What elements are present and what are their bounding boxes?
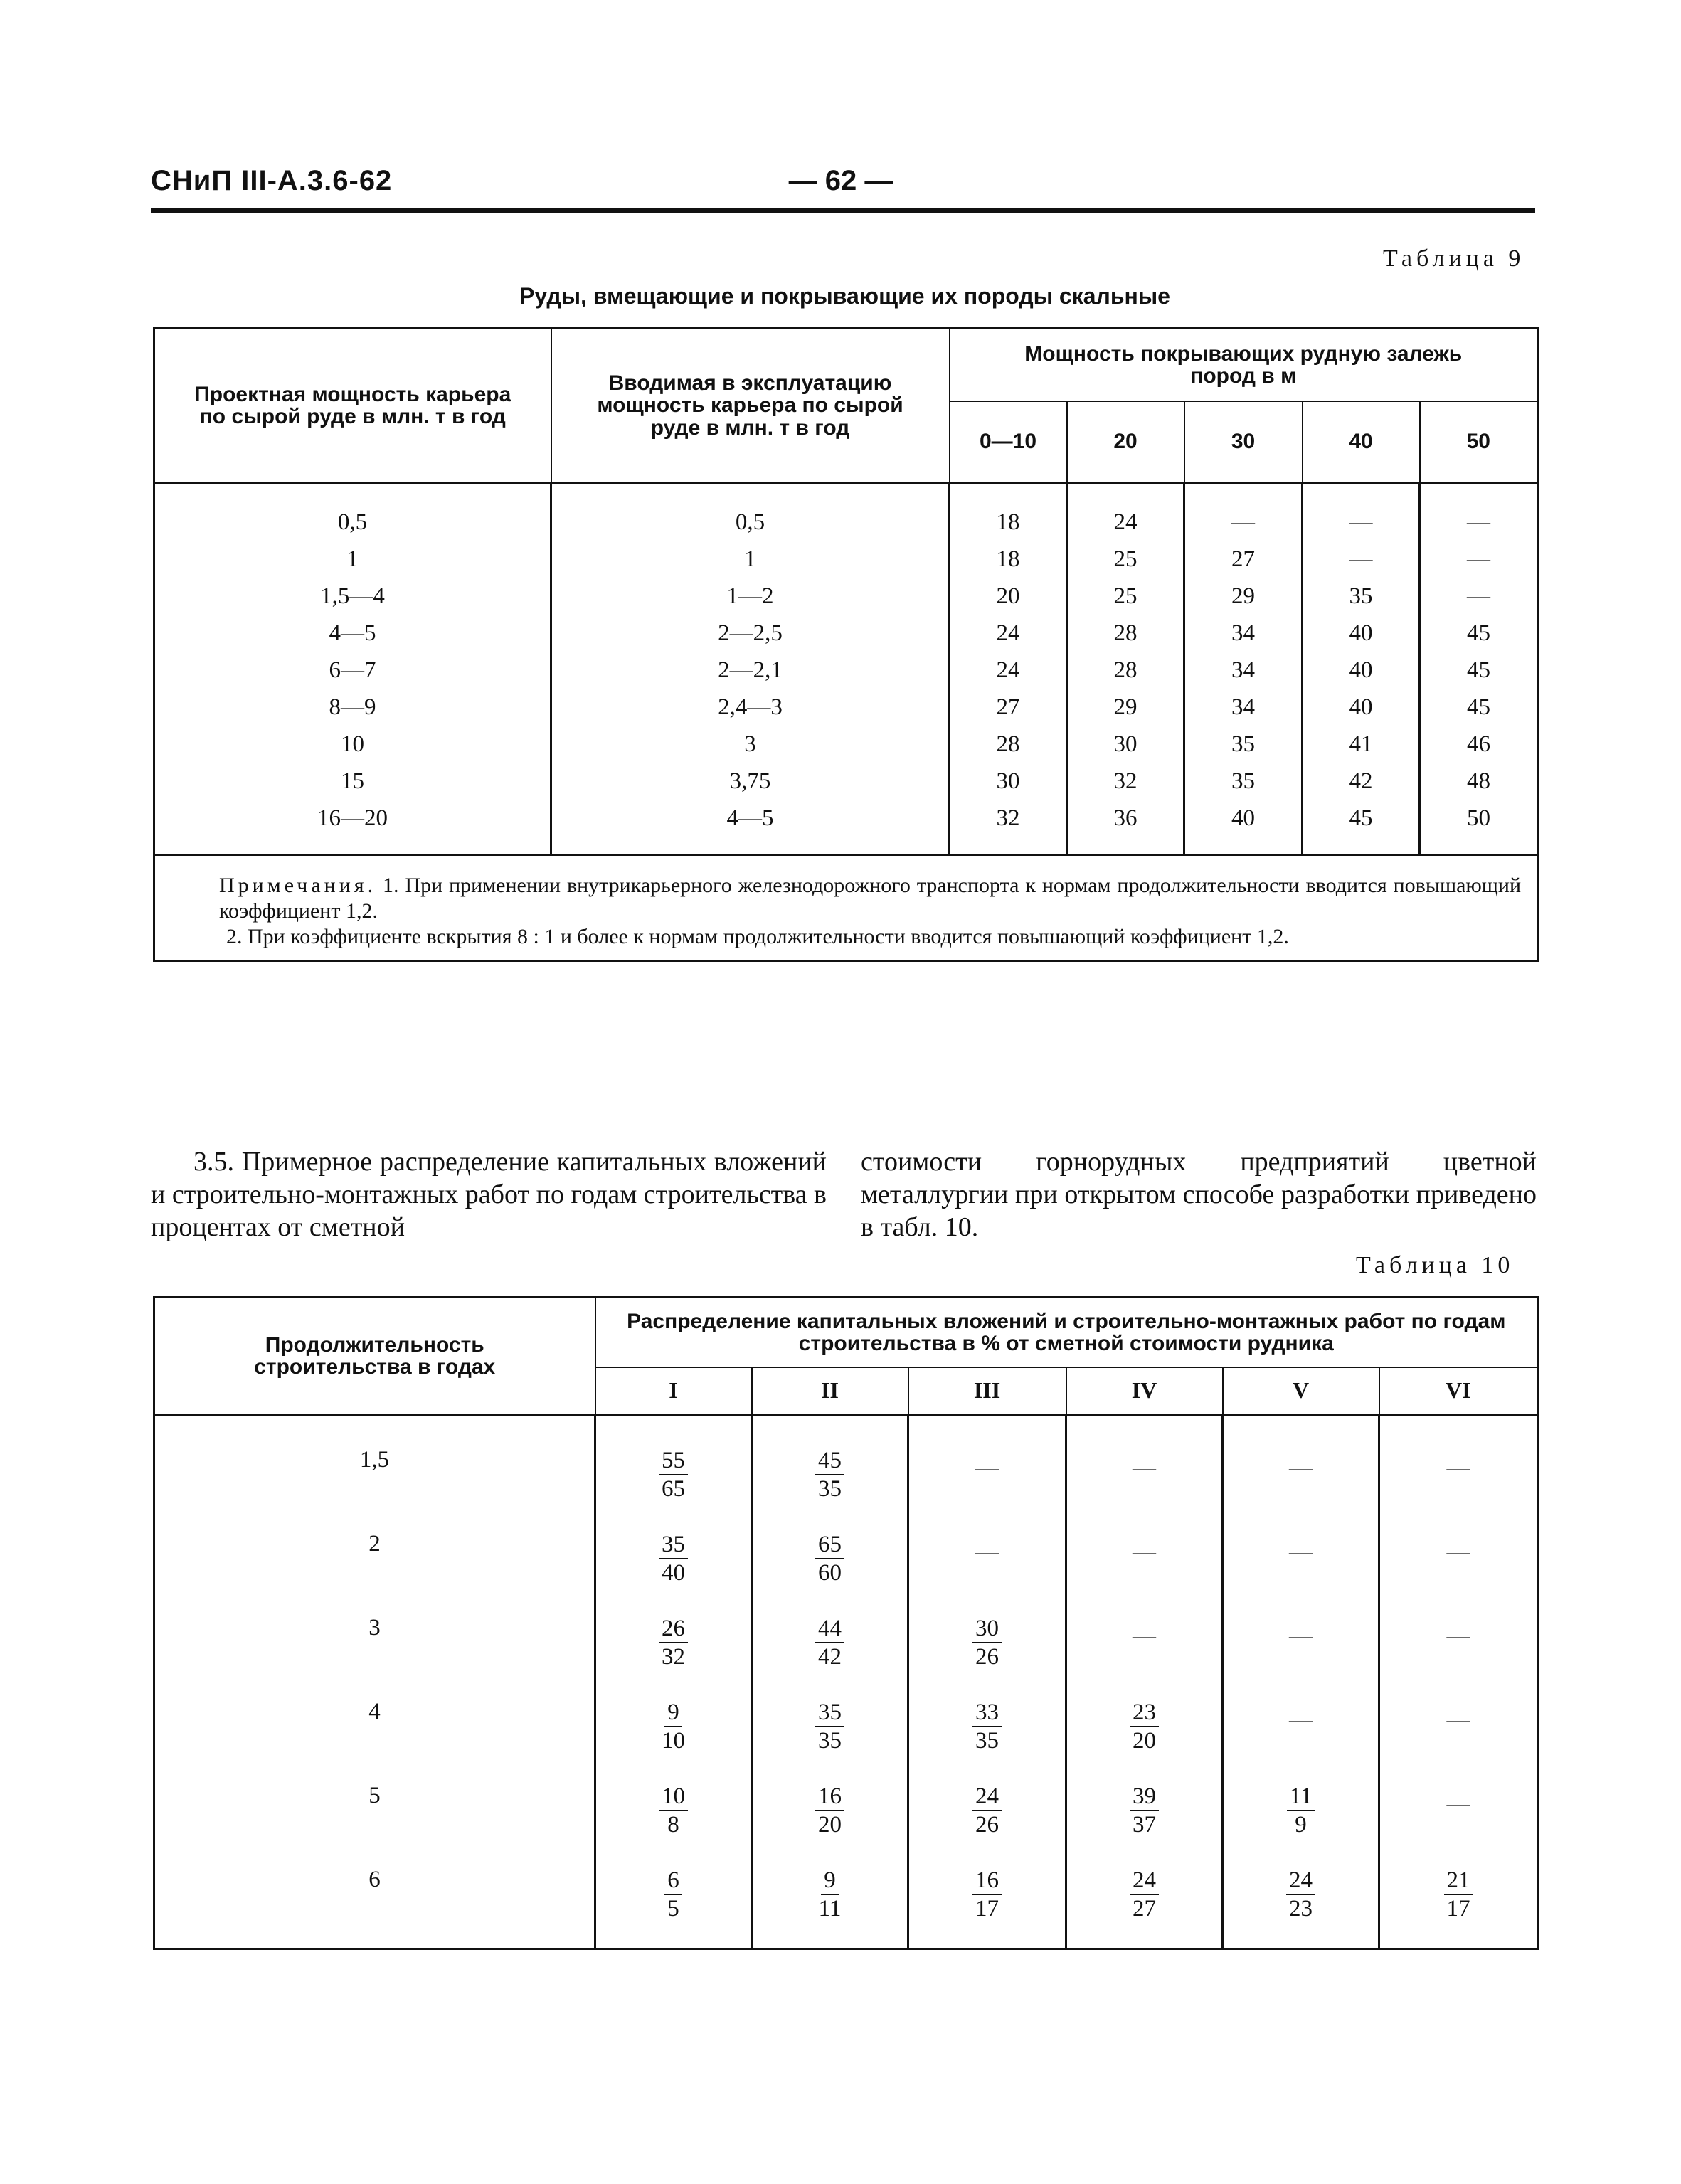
section-text-left: 3.5. Примерное распределение капитальных вложений и строительно-монтажных работ по годам строительства в процентах от сметной bbox=[151, 1147, 827, 1242]
table-row bbox=[154, 1864, 1538, 1949]
capital-investment-value: 24 bbox=[972, 1783, 1002, 1811]
table-row bbox=[154, 1612, 1538, 1696]
table9-col2-header: Вводимая в эксплуатацию мощность карьера по сырой руде в млн. т в год bbox=[551, 329, 950, 483]
table-cell: 25 bbox=[1067, 541, 1184, 578]
table-row bbox=[154, 1780, 1538, 1864]
table-cell: 41 bbox=[1303, 726, 1420, 763]
table9-subheader: 40 bbox=[1303, 401, 1420, 483]
fraction-value bbox=[815, 1615, 844, 1670]
table-cell: 18 bbox=[950, 483, 1067, 541]
table-cell: — bbox=[1420, 483, 1538, 541]
fraction-value bbox=[1444, 1867, 1473, 1922]
table-cell: — bbox=[1184, 483, 1303, 541]
years-cell: 2 bbox=[154, 1528, 595, 1612]
capital-investment-value: 44 bbox=[815, 1615, 844, 1643]
capital-investment-value: 24 bbox=[1130, 1867, 1159, 1895]
fraction-value bbox=[815, 1447, 844, 1502]
table-cell bbox=[908, 1528, 1066, 1612]
table-cell bbox=[908, 1415, 1066, 1529]
capital-investment-value: 6 bbox=[664, 1867, 682, 1895]
table-cell: 10 bbox=[154, 726, 551, 763]
capital-investment-value: 16 bbox=[815, 1783, 844, 1811]
construction-work-value: 10 bbox=[662, 1728, 685, 1754]
table-cell bbox=[908, 1696, 1066, 1780]
fraction-value bbox=[815, 1699, 844, 1754]
table-cell: 16—20 bbox=[154, 800, 551, 855]
table-cell bbox=[1379, 1528, 1538, 1612]
table-row bbox=[154, 1528, 1538, 1612]
table-cell bbox=[1066, 1528, 1223, 1612]
fraction-value bbox=[972, 1615, 1002, 1670]
fraction-value bbox=[1286, 1867, 1315, 1922]
table-cell: 4—5 bbox=[154, 615, 551, 652]
table9-col1-header: Проектная мощность карьера по сырой руде в млн. т в год bbox=[154, 329, 551, 483]
table-cell bbox=[595, 1612, 752, 1696]
table-cell bbox=[1066, 1864, 1223, 1949]
empty-value: — bbox=[1289, 1707, 1313, 1733]
table9-label: Таблица 9 bbox=[1383, 245, 1525, 272]
table-cell bbox=[908, 1780, 1066, 1864]
table-cell bbox=[1223, 1864, 1379, 1949]
table-cell bbox=[752, 1415, 908, 1529]
table-cell: 25 bbox=[1067, 578, 1184, 615]
construction-work-value: 26 bbox=[975, 1644, 999, 1670]
table-cell bbox=[752, 1528, 908, 1612]
table-cell: 29 bbox=[1184, 578, 1303, 615]
table-row bbox=[154, 652, 1538, 689]
table-cell: 15 bbox=[154, 763, 551, 800]
table-cell bbox=[595, 1696, 752, 1780]
construction-work-value: 20 bbox=[818, 1812, 842, 1838]
years-cell: 6 bbox=[154, 1864, 595, 1949]
capital-investment-value: 26 bbox=[659, 1615, 688, 1643]
table-cell: 30 bbox=[1067, 726, 1184, 763]
fraction-value bbox=[972, 1783, 1002, 1838]
table-cell: 24 bbox=[950, 652, 1067, 689]
table-cell: 40 bbox=[1303, 689, 1420, 726]
fraction-value bbox=[1130, 1699, 1159, 1754]
table-cell: 35 bbox=[1184, 726, 1303, 763]
fraction-value bbox=[659, 1447, 688, 1502]
table-cell: — bbox=[1420, 541, 1538, 578]
construction-work-value: 42 bbox=[818, 1644, 842, 1670]
table-cell: 35 bbox=[1303, 578, 1420, 615]
capital-investment-value: 16 bbox=[972, 1867, 1002, 1895]
table-cell: 45 bbox=[1303, 800, 1420, 855]
capital-investment-value: 11 bbox=[1287, 1783, 1315, 1811]
fraction-value bbox=[972, 1699, 1002, 1754]
fraction-value bbox=[659, 1531, 688, 1586]
page-number: — 62 — bbox=[788, 165, 893, 196]
table10-subheader: VI bbox=[1379, 1367, 1538, 1415]
table-cell bbox=[1223, 1528, 1379, 1612]
fraction-value bbox=[815, 1783, 844, 1838]
capital-investment-value: 35 bbox=[659, 1531, 688, 1559]
table-cell: — bbox=[1303, 483, 1420, 541]
construction-work-value: 9 bbox=[1295, 1812, 1307, 1838]
construction-work-value: 11 bbox=[818, 1896, 842, 1921]
construction-work-value: 17 bbox=[1446, 1896, 1470, 1921]
fraction-value bbox=[664, 1867, 682, 1922]
capital-investment-value: 21 bbox=[1444, 1867, 1473, 1895]
table-cell bbox=[1379, 1780, 1538, 1864]
table-cell: 45 bbox=[1420, 615, 1538, 652]
fraction-value bbox=[1130, 1867, 1159, 1922]
years-cell: 3 bbox=[154, 1612, 595, 1696]
construction-work-value: 60 bbox=[818, 1560, 842, 1586]
table-cell: 1,5—4 bbox=[154, 578, 551, 615]
table-row bbox=[154, 541, 1538, 578]
construction-work-value: 65 bbox=[662, 1476, 685, 1502]
table-cell bbox=[908, 1864, 1066, 1949]
table-cell: 4—5 bbox=[551, 800, 950, 855]
document-code: СНиП III-А.3.6-62 bbox=[151, 165, 393, 196]
table-cell: 1 bbox=[154, 541, 551, 578]
table-cell: 0,5 bbox=[551, 483, 950, 541]
table-cell bbox=[595, 1780, 752, 1864]
table-cell: 28 bbox=[1067, 615, 1184, 652]
construction-work-value: 35 bbox=[975, 1728, 999, 1754]
table-cell: 35 bbox=[1184, 763, 1303, 800]
fraction-value bbox=[819, 1867, 842, 1922]
table10-subheader: II bbox=[752, 1367, 908, 1415]
empty-value: — bbox=[1289, 1539, 1313, 1565]
table-cell: 45 bbox=[1420, 652, 1538, 689]
table-cell: 3 bbox=[551, 726, 950, 763]
header-rule bbox=[151, 208, 1535, 213]
table-cell bbox=[595, 1528, 752, 1612]
capital-investment-value: 39 bbox=[1130, 1783, 1159, 1811]
years-cell: 1,5 bbox=[154, 1415, 595, 1529]
capital-investment-value: 55 bbox=[659, 1447, 688, 1475]
empty-value: — bbox=[1289, 1456, 1313, 1481]
construction-work-value: 37 bbox=[1133, 1812, 1156, 1838]
table-cell: 27 bbox=[1184, 541, 1303, 578]
construction-work-value: 32 bbox=[662, 1644, 685, 1670]
table-cell bbox=[1223, 1415, 1379, 1529]
table-cell bbox=[1379, 1415, 1538, 1529]
empty-value: — bbox=[1133, 1456, 1156, 1481]
table-row bbox=[154, 1415, 1538, 1529]
table-row bbox=[154, 483, 1538, 541]
construction-work-value: 17 bbox=[975, 1896, 999, 1921]
table-cell: 34 bbox=[1184, 689, 1303, 726]
fraction-value bbox=[662, 1699, 685, 1754]
table-cell: 24 bbox=[1067, 483, 1184, 541]
table9-subheader: 50 bbox=[1420, 401, 1538, 483]
table9-notes bbox=[154, 855, 1538, 961]
table-cell: 42 bbox=[1303, 763, 1420, 800]
capital-investment-value: 9 bbox=[821, 1867, 839, 1895]
empty-value: — bbox=[975, 1456, 999, 1481]
table-cell bbox=[1066, 1780, 1223, 1864]
fraction-value bbox=[972, 1867, 1002, 1922]
table-cell: 40 bbox=[1303, 615, 1420, 652]
construction-work-value: 35 bbox=[818, 1728, 842, 1754]
table-row bbox=[154, 578, 1538, 615]
table9-title: Руды, вмещающие и покрывающие их породы скальные bbox=[519, 283, 1170, 309]
table10-label: Таблица 10 bbox=[1356, 1252, 1515, 1278]
table-cell: 1—2 bbox=[551, 578, 950, 615]
table-cell bbox=[595, 1415, 752, 1529]
capital-investment-value: 24 bbox=[1286, 1867, 1315, 1895]
table10-group-header: Распределение капитальных вложений и строительно-монтажных работ по годам строительства в % от сметной стоимости рудника bbox=[595, 1298, 1538, 1368]
table-cell: 34 bbox=[1184, 652, 1303, 689]
table-row bbox=[154, 1696, 1538, 1780]
table-cell: 46 bbox=[1420, 726, 1538, 763]
fraction-value bbox=[815, 1531, 844, 1586]
table9-subheader: 0—10 bbox=[950, 401, 1067, 483]
table10-subheader: V bbox=[1223, 1367, 1379, 1415]
empty-value: — bbox=[1289, 1623, 1313, 1649]
table10 bbox=[153, 1296, 1539, 1950]
years-cell: 5 bbox=[154, 1780, 595, 1864]
table-cell bbox=[1223, 1780, 1379, 1864]
table-cell: 1 bbox=[551, 541, 950, 578]
page-header bbox=[151, 165, 1535, 215]
table-cell bbox=[1066, 1415, 1223, 1529]
fraction-value bbox=[659, 1783, 688, 1838]
table-cell: 18 bbox=[950, 541, 1067, 578]
table10-col1-header: Продолжительность строительства в годах bbox=[154, 1298, 595, 1415]
table-cell: 3,75 bbox=[551, 763, 950, 800]
table-cell bbox=[908, 1612, 1066, 1696]
table-cell bbox=[752, 1864, 908, 1949]
table-cell: 2—2,1 bbox=[551, 652, 950, 689]
table-cell: 40 bbox=[1303, 652, 1420, 689]
table-cell bbox=[595, 1864, 752, 1949]
section-text-right: стоимости горнорудных предприятий цветной металлургии при открытом способе разработки приведено в табл. 10. bbox=[861, 1147, 1537, 1242]
table-row bbox=[154, 615, 1538, 652]
empty-value: — bbox=[1446, 1456, 1470, 1481]
table-cell: 32 bbox=[950, 800, 1067, 855]
capital-investment-value: 45 bbox=[815, 1447, 844, 1475]
capital-investment-value: 33 bbox=[972, 1699, 1002, 1727]
table-cell: — bbox=[1303, 541, 1420, 578]
table-cell bbox=[1223, 1612, 1379, 1696]
empty-value: — bbox=[1446, 1623, 1470, 1649]
table-cell: 28 bbox=[950, 726, 1067, 763]
fraction-value bbox=[1130, 1783, 1159, 1838]
empty-value: — bbox=[1446, 1539, 1470, 1565]
table-cell bbox=[1066, 1612, 1223, 1696]
construction-work-value: 20 bbox=[1133, 1728, 1156, 1754]
table-cell bbox=[752, 1612, 908, 1696]
construction-work-value: 27 bbox=[1133, 1896, 1156, 1921]
fraction-value bbox=[659, 1615, 688, 1670]
table-cell: 50 bbox=[1420, 800, 1538, 855]
years-cell: 4 bbox=[154, 1696, 595, 1780]
table-cell bbox=[1379, 1612, 1538, 1696]
table-row bbox=[154, 726, 1538, 763]
table-cell: 6—7 bbox=[154, 652, 551, 689]
table-row bbox=[154, 763, 1538, 800]
table-cell: 30 bbox=[950, 763, 1067, 800]
construction-work-value: 35 bbox=[818, 1476, 842, 1502]
table-cell bbox=[1379, 1696, 1538, 1780]
table-cell: 32 bbox=[1067, 763, 1184, 800]
table-cell bbox=[1223, 1696, 1379, 1780]
table9-group-header: Мощность покрывающих рудную залежь пород в м bbox=[950, 329, 1538, 402]
capital-investment-value: 65 bbox=[815, 1531, 844, 1559]
construction-work-value: 8 bbox=[667, 1812, 679, 1838]
table-cell: 24 bbox=[950, 615, 1067, 652]
table-cell: 8—9 bbox=[154, 689, 551, 726]
table-cell: 28 bbox=[1067, 652, 1184, 689]
table-cell: 40 bbox=[1184, 800, 1303, 855]
table9-note-1: Примечания. 1. При применении внутрикарьерного железнодорожного транспорта к нормам продолжительности вводится повышающий коэффициент 1,2. bbox=[219, 874, 1522, 923]
table-cell bbox=[1066, 1696, 1223, 1780]
table-cell: 2—2,5 bbox=[551, 615, 950, 652]
table9-note-2: 2. При коэффициенте вскрытия 8 : 1 и более к нормам продолжительности вводится повышающий коэффициент 1,2. bbox=[226, 925, 1289, 948]
table10-subheader: I bbox=[595, 1367, 752, 1415]
table-cell: 29 bbox=[1067, 689, 1184, 726]
table-cell: 0,5 bbox=[154, 483, 551, 541]
table-cell: 27 bbox=[950, 689, 1067, 726]
table-cell: 20 bbox=[950, 578, 1067, 615]
empty-value: — bbox=[975, 1539, 999, 1565]
table-cell: 48 bbox=[1420, 763, 1538, 800]
capital-investment-value: 30 bbox=[972, 1615, 1002, 1643]
notes-label: Примечания. bbox=[219, 874, 377, 897]
table-row bbox=[154, 689, 1538, 726]
table9 bbox=[153, 327, 1539, 962]
table9-subheader: 20 bbox=[1067, 401, 1184, 483]
construction-work-value: 40 bbox=[662, 1560, 685, 1586]
table-cell: 2,4—3 bbox=[551, 689, 950, 726]
table-cell bbox=[752, 1780, 908, 1864]
table-cell: 45 bbox=[1420, 689, 1538, 726]
table9-subheader: 30 bbox=[1184, 401, 1303, 483]
empty-value: — bbox=[1446, 1707, 1470, 1733]
construction-work-value: 26 bbox=[975, 1812, 999, 1838]
table-cell: 34 bbox=[1184, 615, 1303, 652]
capital-investment-value: 23 bbox=[1130, 1699, 1159, 1727]
table10-subheader: III bbox=[908, 1367, 1066, 1415]
fraction-value bbox=[1287, 1783, 1315, 1838]
capital-investment-value: 9 bbox=[664, 1699, 682, 1727]
table-cell: 36 bbox=[1067, 800, 1184, 855]
capital-investment-value: 10 bbox=[659, 1783, 688, 1811]
table-row bbox=[154, 800, 1538, 855]
empty-value: — bbox=[1133, 1539, 1156, 1565]
table10-subheader: IV bbox=[1066, 1367, 1223, 1415]
table-cell bbox=[752, 1696, 908, 1780]
capital-investment-value: 35 bbox=[815, 1699, 844, 1727]
table-cell: — bbox=[1420, 578, 1538, 615]
empty-value: — bbox=[1446, 1791, 1470, 1817]
construction-work-value: 23 bbox=[1289, 1896, 1313, 1921]
construction-work-value: 5 bbox=[667, 1896, 679, 1921]
empty-value: — bbox=[1133, 1623, 1156, 1649]
table-cell bbox=[1379, 1864, 1538, 1949]
